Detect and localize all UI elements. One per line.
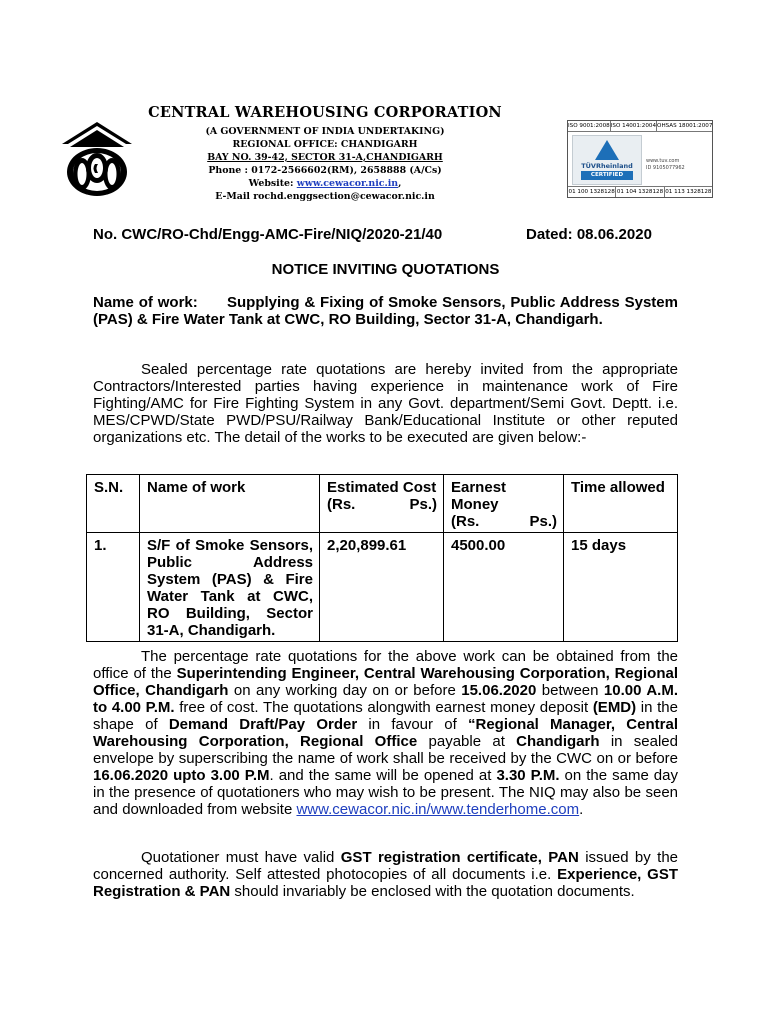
work-text: Supplying & Fixing of Smoke Sensors, Public Address System (PAS) & Fire Water Tank at CWC, RO Building, Sector 31-A, Chandigarh. xyxy=(93,294,678,328)
para3-text-3: should invariably be enclosed with the quotation documents. xyxy=(230,883,635,900)
para3-gst-pan: GST registration certificate, PAN xyxy=(340,849,579,866)
tuv-triangle-icon xyxy=(595,140,619,160)
regional-office: REGIONAL OFFICE: CHANDIGARH xyxy=(232,139,418,150)
header-sn: S.N. xyxy=(87,475,140,533)
cert-iso-9001: ISO 9001:2008 xyxy=(568,123,610,129)
para2-text-5: in the shape of xyxy=(93,699,678,733)
para2-text-3: between xyxy=(536,682,604,699)
website-link[interactable]: www.cewacor.nic.in xyxy=(296,178,399,189)
para2-dd: Demand Draft/Pay Order xyxy=(168,716,358,733)
table-row xyxy=(87,533,678,642)
para2-text-2: on any working day on or before xyxy=(228,682,462,699)
reference-number: No. CWC/RO-Chd/Engg-AMC-Fire/NIQ/2020-21/40 xyxy=(93,226,443,243)
header-cost-rs: (Rs. xyxy=(327,496,356,513)
org-name: CENTRAL WAREHOUSING CORPORATION xyxy=(148,104,502,121)
para2-due-date: 16.06.2020 upto 3.00 P.M xyxy=(93,767,270,784)
cell-name: S/F of Smoke Sensors, Public Address System (PAS) & Fire Water Tank at CWC, RO Building, Sector 31-A, Chandigarh. xyxy=(140,533,320,642)
tuv-badge xyxy=(572,135,642,185)
cell-emd: 4500.00 xyxy=(444,533,564,642)
notice-title: NOTICE INVITING QUOTATIONS xyxy=(271,261,500,278)
cell-time: 15 days xyxy=(564,533,678,642)
office-address: BAY NO. 39-42, SECTOR 31-A,CHANDIGARH xyxy=(207,152,443,163)
document-requirements xyxy=(93,849,678,900)
para3-text-1: Quotationer must have valid xyxy=(141,849,341,866)
para2-last-date: 15.06.2020 xyxy=(461,682,537,699)
header-time: Time allowed xyxy=(564,475,678,533)
para3-docs: Experience, GST Registration & PAN xyxy=(93,866,678,900)
para2-text-10: on the same day in the presence of quotationers who may wish to be present. The NIQ may also be seen and downloaded from website xyxy=(93,767,678,818)
para2-text-1: The percentage rate quotations for the above work can be obtained from the office of the xyxy=(93,648,678,682)
header-emd-rs: (Rs. xyxy=(451,513,480,530)
cwc-logo xyxy=(62,120,132,198)
para2-office: Superintending Engineer, Central Warehousing Corporation, Regional Office, Chandigarh xyxy=(93,665,679,699)
header-cost-label: Estimated Cost xyxy=(327,479,437,496)
intro-paragraph xyxy=(93,361,678,446)
website-label: Website: xyxy=(248,178,297,189)
reference-date: Dated: 08.06.2020 xyxy=(526,226,652,243)
cert-no-3: 01 113 1328128 xyxy=(665,189,712,195)
office-phone: Phone : 0172-2566602(RM), 2658888 (A/Cs) xyxy=(208,165,442,176)
para2-text-8: in sealed envelope by superscribing the name of work shall be received by the CWC on or before xyxy=(93,733,678,767)
tuv-certified: CERTIFIED xyxy=(581,171,633,180)
para2-text-9: . and the same will be opened at xyxy=(269,767,497,784)
quotation-instructions xyxy=(93,648,678,818)
work-label: Name of work: xyxy=(93,294,198,311)
para2-text-6: in favour of xyxy=(357,716,468,733)
tuv-id: ID 9105077962 xyxy=(646,165,685,171)
cert-no-2: 01 104 1328128 xyxy=(616,189,664,195)
header-cost-ps: Ps.) xyxy=(409,496,437,513)
header-emd xyxy=(444,475,564,533)
org-subtitle: (A GOVERNMENT OF INDIA UNDERTAKING) xyxy=(205,126,445,137)
header-emd-ps: Ps.) xyxy=(529,513,557,530)
certification-box xyxy=(567,120,713,198)
para2-text-7: payable at xyxy=(417,733,517,750)
tuv-web: www.tuv.com xyxy=(646,158,680,164)
para2-city: Chandigarh xyxy=(516,733,600,750)
work-name xyxy=(93,294,678,328)
para3-text-2: issued by the concerned authority. Self attested photocopies of all documents i.e. xyxy=(93,849,678,883)
cert-iso-14001: ISO 14001:2004 xyxy=(610,123,657,129)
website-line xyxy=(140,177,510,190)
cwc-emblem-icon xyxy=(62,120,132,198)
header-cost xyxy=(320,475,444,533)
letterhead xyxy=(140,104,510,203)
cell-sn: 1. xyxy=(87,533,140,642)
header-emd-label: Earnest Money xyxy=(451,479,507,513)
para2-hours: 10.00 A.M. to 4.00 P.M. xyxy=(93,682,679,716)
website-suffix: , xyxy=(398,178,402,189)
header-name: Name of work xyxy=(140,475,320,533)
works-table xyxy=(86,474,678,642)
cert-ohsas: OHSAS 18001:2007 xyxy=(657,123,713,129)
cell-cost: 2,20,899.61 xyxy=(320,533,444,642)
para2-open-time: 3.30 P.M. xyxy=(496,767,560,784)
tender-website-link[interactable]: www.cewacor.nic.in/www.tenderhome.com xyxy=(296,801,580,818)
office-email: E-Mail rochd.enggsection@cewacor.nic.in xyxy=(215,191,435,202)
para2-text-4: free of cost. The quotations alongwith earnest money deposit xyxy=(174,699,593,716)
tuv-brand: TÜVRheinland xyxy=(581,162,633,170)
para2-emd: (EMD) xyxy=(592,699,637,716)
table-header-row xyxy=(87,475,678,533)
para2-text-11: . xyxy=(579,801,584,818)
intro-text: Sealed percentage rate quotations are hereby invited from the appropriate Contractors/Interested parties having experience in maintenance work of Fire Fighting/AMC for Fire Fighting System in any Govt. department/Semi Govt. Deptt. i.e. MES/CPWD/State PWD/PSU/Railway Bank/Educational Institute or other reputed organizations etc. The detail of the works to be executed are given below:- xyxy=(93,361,678,446)
para2-payee: “Regional Manager, Central Warehousing Corporation, Regional Office xyxy=(93,716,678,750)
cert-no-1: 01 100 1328128 xyxy=(568,189,615,195)
